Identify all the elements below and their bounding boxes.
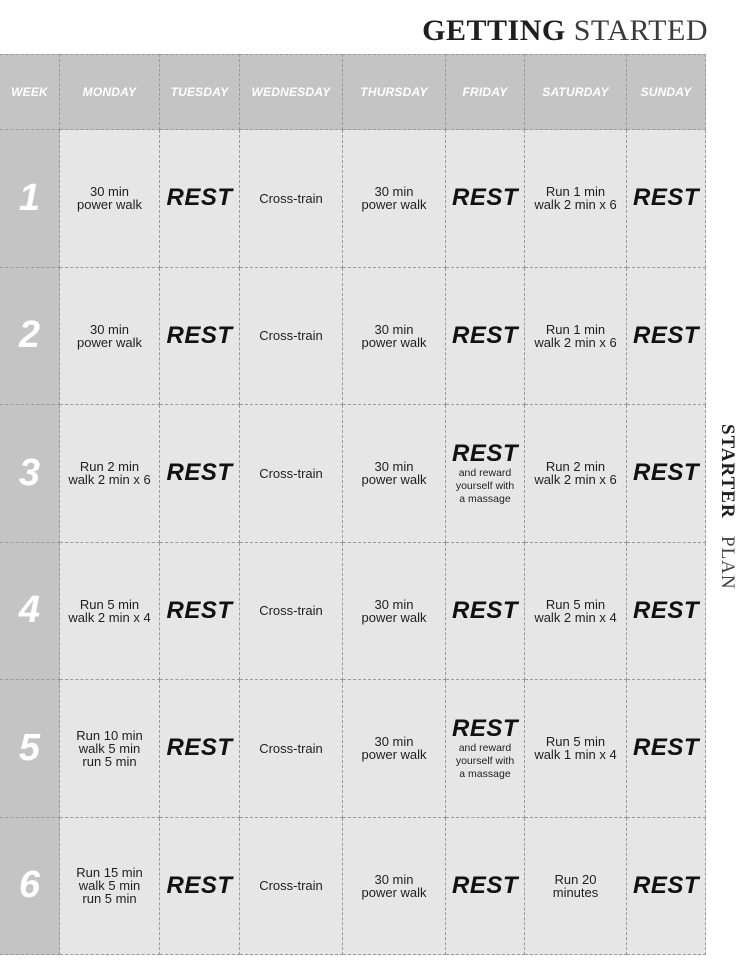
activity-line: Run 2 min	[545, 459, 606, 475]
activity-line: walk 2 min x 4	[534, 609, 617, 625]
activity-text	[358, 185, 429, 211]
activity-line: Cross-train	[259, 878, 323, 894]
rest-note-line: a massage	[459, 767, 511, 780]
rest-day	[166, 323, 232, 349]
activity-text	[256, 329, 326, 342]
week-number: 5	[0, 680, 60, 818]
rest-day	[166, 598, 232, 624]
rest-note	[456, 742, 514, 781]
rest-label: REST	[166, 871, 233, 899]
cell-week1-thursday	[343, 130, 446, 268]
activity-line: 30 min	[89, 184, 130, 200]
cell-week2-saturday	[525, 268, 627, 406]
activity-line: 30 min	[374, 734, 414, 750]
week-number: 4	[0, 543, 60, 681]
rest-label: REST	[632, 871, 699, 899]
header-tuesday: TUESDAY	[160, 54, 240, 130]
cell-week1-wednesday	[240, 130, 343, 268]
activity-line: walk 5 min	[78, 878, 141, 894]
rest-day	[452, 873, 518, 899]
rest-label: REST	[451, 714, 518, 742]
cell-week2-sunday	[627, 268, 706, 406]
cell-week4-saturday	[525, 543, 627, 681]
activity-line: walk 2 min x 6	[534, 472, 617, 488]
header-week: WEEK	[0, 54, 60, 130]
rest-day	[633, 735, 699, 761]
activity-text	[256, 879, 326, 892]
week-number: 1	[0, 130, 60, 268]
activity-line: Run 1 min	[545, 184, 606, 200]
side-title-bold: STARTER	[717, 424, 738, 519]
cell-week6-tuesday	[160, 818, 240, 956]
cell-week6-wednesday	[240, 818, 343, 956]
activity-line: Run 5 min	[545, 596, 606, 612]
activity-line: Cross-train	[259, 465, 323, 481]
rest-day	[633, 185, 699, 211]
activity-line: Run 5 min	[79, 596, 140, 612]
cell-week5-saturday	[525, 680, 627, 818]
rest-note-line: and reward	[458, 741, 512, 754]
rest-label: REST	[632, 459, 699, 487]
activity-line: Cross-train	[259, 740, 323, 756]
activity-line: walk 2 min x 6	[534, 334, 617, 350]
cell-week1-monday	[60, 130, 160, 268]
cell-week4-thursday	[343, 543, 446, 681]
activity-text	[74, 323, 145, 349]
header-wednesday: WEDNESDAY	[240, 54, 343, 130]
activity-text	[73, 866, 145, 905]
cell-week6-sunday	[627, 818, 706, 956]
rest-label: REST	[632, 596, 699, 624]
cell-week4-wednesday	[240, 543, 343, 681]
activity-line: Cross-train	[259, 603, 323, 619]
rest-day	[452, 441, 518, 506]
activity-text	[358, 460, 429, 486]
rest-label: REST	[451, 871, 518, 899]
activity-line: 30 min	[374, 871, 414, 887]
cell-week5-tuesday	[160, 680, 240, 818]
rest-day	[166, 873, 232, 899]
cell-week5-sunday	[627, 680, 706, 818]
cell-week6-monday	[60, 818, 160, 956]
activity-line: power walk	[361, 472, 427, 488]
rest-note-line: a massage	[459, 492, 511, 505]
activity-line: 30 min	[89, 321, 130, 337]
cell-week6-thursday	[343, 818, 446, 956]
cell-week2-wednesday	[240, 268, 343, 406]
activity-line: minutes	[552, 884, 599, 900]
rest-note-line: yourself with	[455, 754, 515, 767]
cell-week3-thursday	[343, 405, 446, 543]
activity-text	[531, 323, 619, 349]
cell-week4-tuesday	[160, 543, 240, 681]
activity-text	[65, 460, 153, 486]
page-title	[422, 14, 708, 48]
cell-week4-monday	[60, 543, 160, 681]
cell-week1-saturday	[525, 130, 627, 268]
rest-note	[456, 467, 514, 506]
activity-line: run 5 min	[82, 753, 137, 769]
rest-label: REST	[451, 184, 518, 212]
rest-day	[452, 185, 518, 211]
activity-line: Run 1 min	[545, 321, 606, 337]
rest-day	[166, 460, 232, 486]
activity-line: Run 10 min	[76, 727, 143, 743]
activity-line: 30 min	[374, 596, 414, 612]
activity-text	[531, 460, 619, 486]
cell-week5-friday	[446, 680, 525, 818]
activity-line: 30 min	[374, 459, 414, 475]
side-title-light: PLAN	[717, 536, 738, 591]
activity-line: Cross-train	[259, 190, 323, 206]
header-sunday: SUNDAY	[627, 54, 706, 130]
activity-text	[550, 873, 602, 899]
cell-week2-thursday	[343, 268, 446, 406]
rest-label: REST	[632, 734, 699, 762]
rest-day	[633, 460, 699, 486]
rest-label: REST	[451, 596, 518, 624]
rest-label: REST	[632, 184, 699, 212]
activity-line: Cross-train	[259, 328, 323, 344]
activity-line: power walk	[361, 884, 427, 900]
rest-label: REST	[166, 321, 233, 349]
cell-week3-saturday	[525, 405, 627, 543]
activity-line: power walk	[361, 334, 427, 350]
header-friday: FRIDAY	[446, 54, 525, 130]
cell-week5-monday	[60, 680, 160, 818]
activity-text	[531, 185, 619, 211]
activity-line: power walk	[361, 747, 427, 763]
activity-line: Run 20	[554, 871, 597, 887]
week-number: 2	[0, 268, 60, 406]
activity-line: walk 5 min	[78, 740, 141, 756]
activity-line: Run 15 min	[76, 865, 143, 881]
rest-day	[452, 323, 518, 349]
rest-label: REST	[451, 321, 518, 349]
rest-label: REST	[166, 734, 233, 762]
activity-line: Run 2 min	[79, 459, 140, 475]
activity-line: power walk	[76, 334, 143, 350]
activity-line: walk 2 min x 6	[534, 197, 617, 213]
rest-day	[166, 185, 232, 211]
week-number: 6	[0, 818, 60, 956]
header-monday: MONDAY	[60, 54, 160, 130]
cell-week4-sunday	[627, 543, 706, 681]
activity-text	[358, 598, 429, 624]
rest-label: REST	[451, 439, 518, 467]
activity-line: Run 5 min	[545, 734, 606, 750]
activity-text	[256, 742, 326, 755]
cell-week6-saturday	[525, 818, 627, 956]
rest-day	[452, 598, 518, 624]
page-title-light: STARTED	[573, 14, 708, 47]
rest-label: REST	[166, 184, 233, 212]
rest-day	[633, 323, 699, 349]
activity-line: 30 min	[374, 184, 414, 200]
cell-week1-tuesday	[160, 130, 240, 268]
page-title-bold: GETTING	[422, 14, 566, 47]
cell-week3-sunday	[627, 405, 706, 543]
activity-text	[73, 729, 145, 768]
activity-text	[358, 735, 429, 761]
activity-line: 30 min	[374, 321, 414, 337]
activity-text	[256, 467, 326, 480]
activity-text	[531, 735, 619, 761]
activity-line: power walk	[76, 197, 143, 213]
rest-day	[452, 716, 518, 781]
rest-day	[633, 598, 699, 624]
rest-day	[166, 735, 232, 761]
cell-week2-monday	[60, 268, 160, 406]
cell-week2-tuesday	[160, 268, 240, 406]
cell-week2-friday	[446, 268, 525, 406]
cell-week3-tuesday	[160, 405, 240, 543]
activity-line: walk 1 min x 4	[534, 747, 617, 763]
rest-note-line: yourself with	[455, 479, 515, 492]
cell-week5-thursday	[343, 680, 446, 818]
rest-label: REST	[632, 321, 699, 349]
activity-text	[256, 192, 326, 205]
activity-line: power walk	[361, 609, 427, 625]
rest-day	[633, 873, 699, 899]
header-thursday: THURSDAY	[343, 54, 446, 130]
cell-week6-friday	[446, 818, 525, 956]
activity-text	[531, 598, 619, 624]
activity-text	[65, 598, 153, 624]
activity-line: walk 2 min x 6	[68, 472, 151, 488]
week-number: 3	[0, 405, 60, 543]
activity-text	[74, 185, 145, 211]
cell-week3-wednesday	[240, 405, 343, 543]
cell-week4-friday	[446, 543, 525, 681]
activity-line: run 5 min	[82, 891, 137, 907]
cell-week5-wednesday	[240, 680, 343, 818]
header-saturday: SATURDAY	[525, 54, 627, 130]
side-title	[716, 424, 738, 590]
activity-line: walk 2 min x 4	[68, 609, 151, 625]
rest-note-line: and reward	[458, 466, 512, 479]
rest-label: REST	[166, 596, 233, 624]
cell-week3-monday	[60, 405, 160, 543]
activity-text	[256, 604, 326, 617]
activity-line: power walk	[361, 197, 427, 213]
cell-week1-friday	[446, 130, 525, 268]
rest-label: REST	[166, 459, 233, 487]
training-plan-table	[0, 54, 706, 955]
cell-week1-sunday	[627, 130, 706, 268]
activity-text	[358, 873, 429, 899]
activity-text	[358, 323, 429, 349]
cell-week3-friday	[446, 405, 525, 543]
